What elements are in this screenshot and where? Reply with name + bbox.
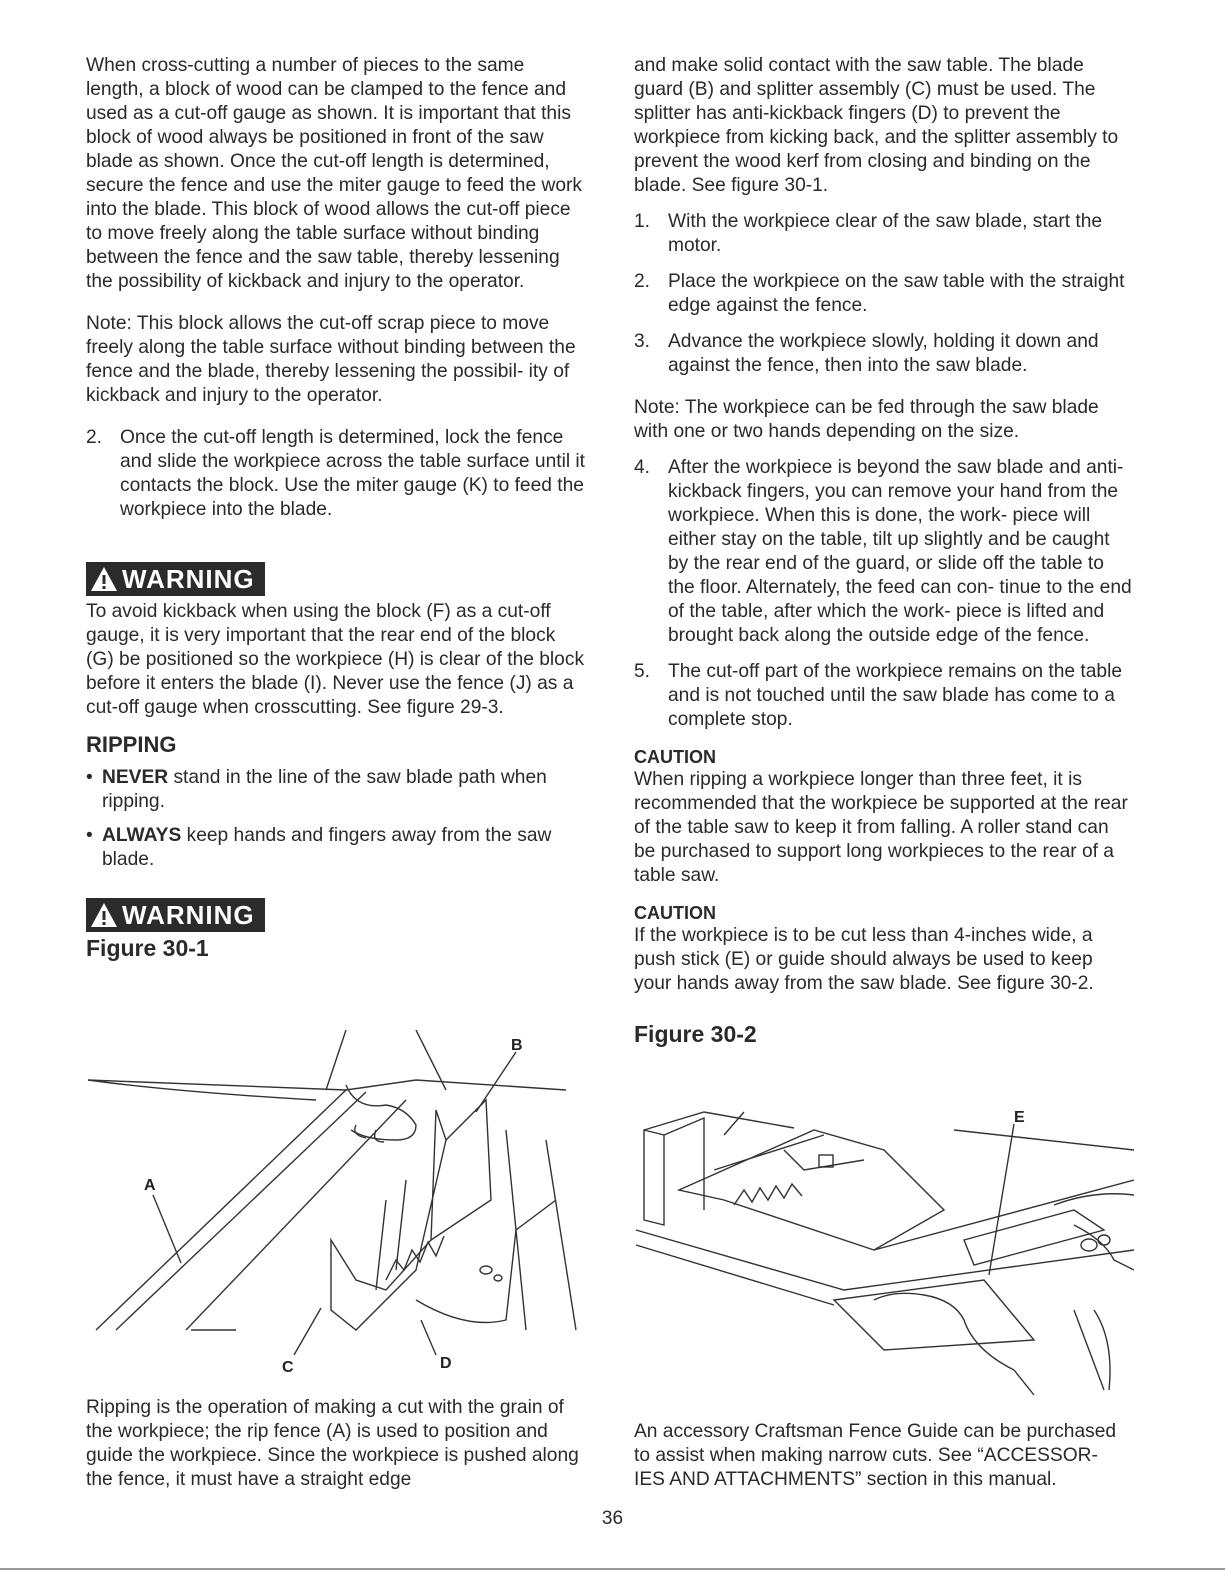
- left-column: [86, 54, 586, 962]
- bullet-bold: NEVER: [102, 767, 169, 788]
- caution-paragraph: If the workpiece is to be cut less than 4-inches wide, a push stick (E) or guide should always be used to keep your hands away from the saw blade. See figure 30-2.: [634, 925, 1094, 994]
- step-2: [86, 426, 586, 522]
- step-item: [634, 660, 1134, 732]
- bullet-text: keep hands and fingers away from the saw blade.: [102, 825, 552, 870]
- note-paragraph: Note: The workpiece can be fed through the saw blade with one or two hands depending on the size.: [634, 397, 1099, 442]
- figure-30-1-title: Figure 30-1: [86, 935, 209, 961]
- bullet-never: [86, 766, 586, 814]
- step-list-a: [634, 210, 1134, 378]
- warning-label: WARNING: [122, 899, 255, 930]
- bullet-dot: •: [86, 825, 93, 846]
- step-number: 2.: [634, 271, 651, 292]
- intro-paragraph: When cross-cutting a number of pieces to the same length, a block of wood can be clamped to the fence and used as a cut-off gauge as shown. It is important that this block of wood always be positioned in front of the saw blade as shown. Once the cut-off length is determined, secure the fence and use the miter gauge to feed the work into the blade. This block of wood allows the cut-off piece to move freely along the table surface without binding between the fence and the saw table, thereby lessening the possibility of kickback and injury to the operator.: [86, 55, 582, 292]
- ripping-paragraph-container: [86, 1396, 586, 1492]
- warning-paragraph: To avoid kickback when using the block (F) as a cut-off gauge, it is very important that the rear end of the block (G) be positioned so the workpiece (H) is clear of the block before it enters the blade (I). Never use the fence (J) as a cut-off gauge when crosscutting. See figure 29-3.: [86, 601, 585, 718]
- note-paragraph: Note: This block allows the cut-off scrap piece to move freely along the table surface without binding between the fence and the blade, thereby lessening the possibil- ity of kickback and injury to the operator.: [86, 313, 576, 406]
- figure-label-e: E: [1014, 1110, 1025, 1126]
- figure-30-1-illustration: [86, 1030, 596, 1380]
- warning-triangle-icon: [90, 565, 118, 593]
- step-number: 2.: [86, 427, 103, 448]
- figure-label-a: A: [144, 1177, 156, 1194]
- step-item: [634, 210, 1134, 258]
- accessory-paragraph: An accessory Craftsman Fence Guide can be purchased to assist when making narrow cuts. See “ACCESSOR- IES AND ATTACHMENTS” section in this manual.: [634, 1421, 1117, 1490]
- caution-label: CAUTION: [634, 903, 716, 923]
- step-item: [634, 456, 1134, 648]
- step-number: 4.: [634, 457, 651, 478]
- bullet-text: stand in the line of the saw blade path when ripping.: [102, 767, 547, 812]
- ripping-paragraph: Ripping is the operation of making a cut with the grain of the workpiece; the rip fence (A) is used to position and guide the workpiece. Since the workpiece is pushed along the fence, it must have a straight edge: [86, 1397, 579, 1490]
- warning-badge: [86, 562, 265, 596]
- bullet-bold: ALWAYS: [102, 825, 182, 846]
- step-text: Place the workpiece on the saw table with the straight edge against the fence.: [668, 271, 1125, 316]
- step-item: [634, 270, 1134, 318]
- step-text: Advance the workpiece slowly, holding it down and against the fence, then into the saw blade.: [668, 331, 1099, 376]
- figure-30-2-title: Figure 30-2: [634, 1021, 757, 1047]
- ripping-heading: RIPPING: [86, 732, 177, 757]
- page-number: 36: [601, 1508, 624, 1529]
- figure-label-b: B: [511, 1037, 523, 1054]
- bullet-always: [86, 824, 586, 872]
- step-number: 3.: [634, 331, 651, 352]
- figure-label-c: C: [282, 1359, 294, 1376]
- blade-guard-paragraph: and make solid contact with the saw table. The blade guard (B) and splitter assembly (C) must be used. The splitter has anti-kickback fingers (D) to prevent the workpiece from kicking back, and the splitter assembly to prevent the wood kerf from closing and binding on the blade. See figure 30-1.: [634, 55, 1119, 196]
- step-text: The cut-off part of the workpiece remains on the table and is not touched until the saw blade has come to a complete stop.: [668, 661, 1122, 730]
- step-text: After the workpiece is beyond the saw blade and anti-kickback fingers, you can remove your hand from the workpiece. When this is done, the work- piece will either stay on the table, tilt up slightly and be caught by the rear end of the guard, or slide off the table to the floor. Alternately, the feed can con- tinue to the end of the table, after which the work- piece is lifted and brought back along the outside edge of the fence.: [668, 457, 1132, 646]
- figure-label-d: D: [440, 1355, 452, 1372]
- figure-30-2-illustration: [634, 1110, 1134, 1400]
- step-item: [634, 330, 1134, 378]
- step-number: 5.: [634, 661, 651, 682]
- warning-badge: [86, 898, 265, 932]
- step-text: With the workpiece clear of the saw blade, start the motor.: [668, 211, 1103, 256]
- warning-label: WARNING: [122, 563, 255, 594]
- caution-paragraph: When ripping a workpiece longer than three feet, it is recommended that the workpiece be supported at the rear of the table saw to keep it from falling. A roller stand can be purchased to support long workpieces to the rear of a table saw.: [634, 769, 1128, 886]
- step-text: Once the cut-off length is determined, lock the fence and slide the workpiece across the table surface until it contacts the block. Use the miter gauge (K) to feed the workpiece into the blade.: [120, 427, 586, 520]
- bottom-rule: [0, 1568, 1225, 1570]
- bullet-dot: •: [86, 767, 93, 788]
- accessory-paragraph-container: [634, 1420, 1134, 1492]
- step-number: 1.: [634, 211, 651, 232]
- caution-label: CAUTION: [634, 747, 716, 767]
- right-column: [634, 54, 1134, 1048]
- warning-triangle-icon: [90, 901, 118, 929]
- step-list-b: [634, 456, 1134, 732]
